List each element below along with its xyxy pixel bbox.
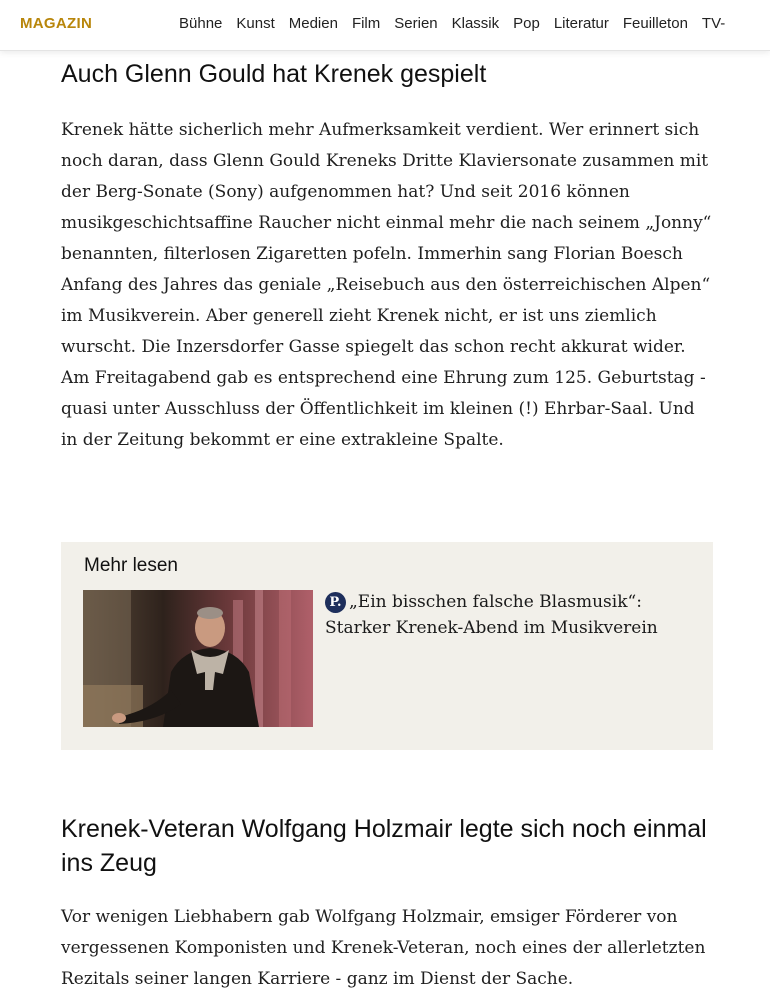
section-heading-2: Krenek-Veteran Wolfgang Holzmair legte sich noch einmal ins Zeug	[61, 815, 707, 877]
teaser-headline-link[interactable]	[325, 589, 695, 641]
nav-item-kunst[interactable]: Kunst	[236, 15, 275, 32]
related-article-box	[61, 542, 713, 750]
nav-item-medien[interactable]: Medien	[288, 15, 338, 32]
article-section-2	[61, 812, 721, 995]
article-section-1	[61, 56, 716, 456]
article-paragraph: Krenek hätte sicherlich mehr Aufmerksamkeit verdient. Wer erinnert sich noch daran, dass Glenn Gould Kreneks Dritte Klaviersonate zusammen mit der Berg-Sonate (Sony) aufgenommen hat? Und seit 2016 können musikgeschichtsaffine Raucher nicht einmal mehr die nach seinem „Jonny“ benannten, filterlosen Zigaretten pofeln. Immerhin sang Florian Boesch Anfang des Jahres das geniale „Reisebuch aus den österreichischen Alpen“ im Musikverein. Aber generell zieht Krenek nicht, er ist uns ziemlich wurscht. Die Inzersdorfer Gasse spiegelt das schon recht akkurat wider. Am Freitagabend gab es entsprechend eine Ehrung zum 125. Geburtstag - quasi unter Ausschluss der Öffentlichkeit im kleinen (!) Ehrbar-Saal. Und in der Zeitung bekommt er eine extrakleine Spalte.	[61, 120, 712, 450]
teaser-image-link[interactable]	[83, 590, 313, 727]
section-nav	[179, 15, 725, 32]
nav-item-film[interactable]: Film	[351, 15, 381, 32]
premium-badge-icon: P.	[325, 592, 346, 613]
musician-photo	[83, 590, 313, 727]
section-heading: Auch Glenn Gould hat Krenek gespielt	[61, 60, 487, 88]
nav-item-klassik[interactable]: Klassik	[451, 15, 500, 32]
article-paragraph-2: Vor wenigen Liebhabern gab Wolfgang Holzmair, emsiger Förderer von vergessenen Komponisten und Krenek-Veteran, noch eines der allerletzten Rezitals seiner langen Karriere - ganz im Dienst der Sache.	[61, 907, 706, 989]
magazin-logo-link[interactable]: MAGAZIN	[20, 15, 93, 32]
nav-item-buehne[interactable]: Bühne	[179, 15, 223, 32]
nav-item-pop[interactable]: Pop	[513, 15, 540, 32]
nav-item-literatur[interactable]: Literatur	[553, 15, 609, 32]
nav-item-serien[interactable]: Serien	[394, 15, 438, 32]
nav-item-feuilleton[interactable]: Feuilleton	[622, 15, 688, 32]
top-navigation-bar	[0, 0, 770, 51]
nav-item-tv[interactable]: TV-	[701, 15, 726, 32]
teaser-headline-text: „Ein bisschen falsche Blasmusik“: Starker Krenek-Abend im Musikverein	[325, 592, 658, 638]
related-box-title: Mehr lesen	[84, 555, 178, 576]
